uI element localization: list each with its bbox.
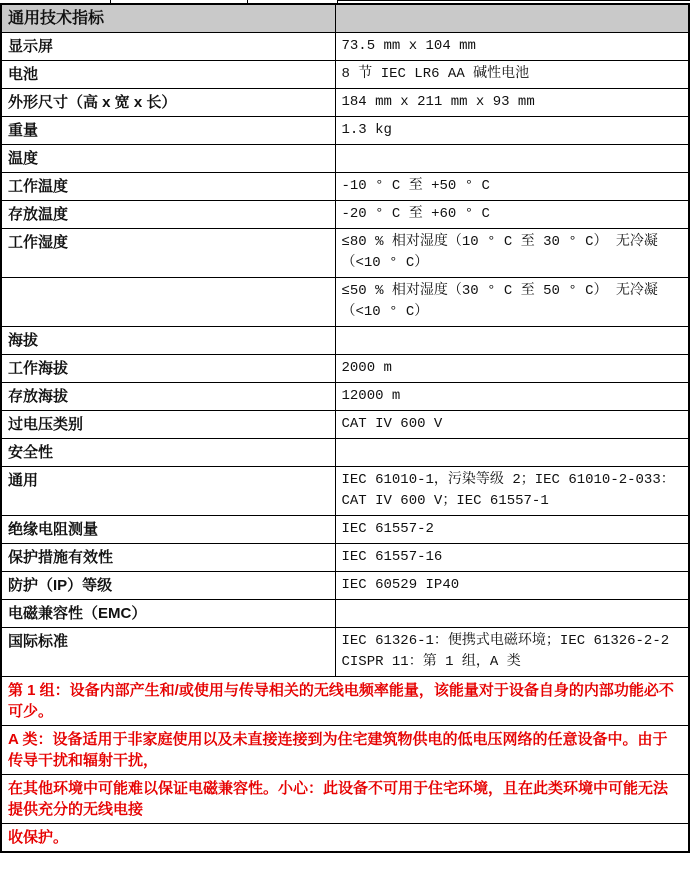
footnote-row-emc-warning [1, 775, 689, 824]
remnant-tick [110, 0, 111, 3]
spec-label: 国际标准 [1, 628, 335, 677]
spec-label: 防护（IP）等级 [1, 572, 335, 600]
spec-value: -10 ° C 至 +50 ° C [335, 173, 689, 201]
spec-row-temperature-section [1, 145, 689, 173]
footnote-text: A 类：设备适用于非家庭使用以及未直接连接到为住宅建筑物供电的低电压网络的任意设备中。由于传导干扰和辐射干扰， [1, 726, 689, 775]
spec-row-ip-rating [1, 572, 689, 600]
spec-row-dimensions [1, 89, 689, 117]
spec-value: -20 ° C 至 +60 ° C [335, 201, 689, 229]
spec-row-humidity-cont [1, 278, 689, 327]
spec-label: 电磁兼容性（EMC） [1, 600, 335, 628]
spec-label: 通用 [1, 467, 335, 516]
spec-row-general-safety [1, 467, 689, 516]
table-crop-remnant [0, 0, 690, 3]
general-specs-table [0, 3, 690, 853]
spec-label: 过电压类别 [1, 411, 335, 439]
spec-value: 1.3 kg [335, 117, 689, 145]
spec-label: 保护措施有效性 [1, 544, 335, 572]
spec-value: ≤50 % 相对湿度（30 ° C 至 50 ° C） 无冷凝（<10 ° C） [335, 278, 689, 327]
spec-value [335, 145, 689, 173]
spec-label: 工作湿度 [1, 229, 335, 278]
spec-row-display [1, 33, 689, 61]
spec-row-altitude-section [1, 327, 689, 355]
table-header-row [1, 4, 689, 33]
spec-value: ≤80 % 相对湿度（10 ° C 至 30 ° C） 无冷凝（<10 ° C） [335, 229, 689, 278]
spec-label: 电池 [1, 61, 335, 89]
spec-label: 工作温度 [1, 173, 335, 201]
spec-value: 184 mm x 211 mm x 93 mm [335, 89, 689, 117]
footnote-text: 第 1 组：设备内部产生和/或使用与传导相关的无线电频率能量，该能量对于设备自身的内部功能必不可少。 [1, 677, 689, 726]
spec-label [1, 278, 335, 327]
spec-row-weight [1, 117, 689, 145]
footnote-row-class-a [1, 726, 689, 775]
spec-row-overvoltage-category [1, 411, 689, 439]
spec-row-operating-humidity [1, 229, 689, 278]
spec-label: 重量 [1, 117, 335, 145]
spec-label: 显示屏 [1, 33, 335, 61]
remnant-line [337, 0, 690, 1]
spec-value: IEC 61010-1，污染等级 2；IEC 61010-2-033：CAT IV 600 V；IEC 61557-1 [335, 467, 689, 516]
spec-row-international-standards [1, 628, 689, 677]
spec-value: 12000 m [335, 383, 689, 411]
spec-value: IEC 61557-16 [335, 544, 689, 572]
spec-label: 外形尺寸（高 x 宽 x 长） [1, 89, 335, 117]
spec-label: 绝缘电阻测量 [1, 516, 335, 544]
spec-row-storage-altitude [1, 383, 689, 411]
spec-value [335, 600, 689, 628]
spec-value [335, 439, 689, 467]
spec-value: 73.5 mm x 104 mm [335, 33, 689, 61]
footnote-text: 在其他环境中可能难以保证电磁兼容性。小心：此设备不可用于住宅环境，且在此类环境中可能无法提供充分的无线电接 [1, 775, 689, 824]
footnote-row-group1 [1, 677, 689, 726]
spec-label: 工作海拔 [1, 355, 335, 383]
spec-row-operating-altitude [1, 355, 689, 383]
table-header-empty-cell [335, 4, 689, 33]
spec-row-safety-section [1, 439, 689, 467]
spec-value: IEC 60529 IP40 [335, 572, 689, 600]
spec-row-insulation-resistance [1, 516, 689, 544]
spec-label: 存放海拔 [1, 383, 335, 411]
footnote-text: 收保护。 [1, 824, 689, 853]
spec-value: CAT IV 600 V [335, 411, 689, 439]
spec-label: 存放温度 [1, 201, 335, 229]
spec-label: 海拔 [1, 327, 335, 355]
spec-value [335, 327, 689, 355]
spec-value: IEC 61557-2 [335, 516, 689, 544]
spec-label: 温度 [1, 145, 335, 173]
spec-value: 8 节 IEC LR6 AA 碱性电池 [335, 61, 689, 89]
spec-row-battery [1, 61, 689, 89]
spec-row-storage-temp [1, 201, 689, 229]
spec-row-protective-measures [1, 544, 689, 572]
remnant-tick [247, 0, 248, 3]
table-title: 通用技术指标 [1, 4, 335, 33]
spec-value: IEC 61326-1：便携式电磁环境；IEC 61326-2-2 CISPR 11：第 1 组，A 类 [335, 628, 689, 677]
footnote-row-protection-cont [1, 824, 689, 853]
spec-label: 安全性 [1, 439, 335, 467]
spec-row-operating-temp [1, 173, 689, 201]
spec-value: 2000 m [335, 355, 689, 383]
spec-row-emc-section [1, 600, 689, 628]
